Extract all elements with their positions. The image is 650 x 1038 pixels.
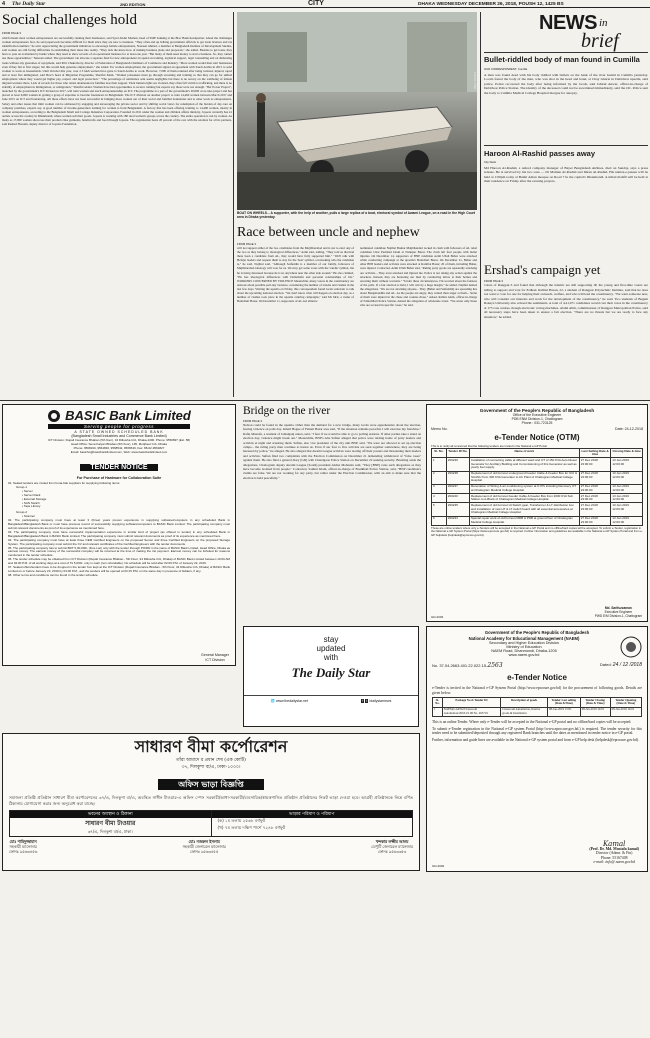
naem-title: e-Tender Notice	[507, 673, 567, 682]
gob-intro: This is to notify all concerned that the following tenders are invited in the National e-GP Portal.	[431, 444, 548, 448]
col-header: Sl. No.	[432, 449, 447, 458]
brief-title-brief: brief	[581, 30, 619, 52]
table-row: 6 260234 Special repair work of old burnout MDB & PDB at ground floor of Chattogram Medical College Hospital. 27 Dec 2018 23:00:00 13 Jan 2019 12:00:00	[432, 516, 643, 525]
list-item: • Tape Library	[22, 504, 41, 509]
globe-icon: 🌐	[270, 699, 276, 703]
bank-full-name: (Bangladesh Small Industries and Commerce Bank Limited)	[71, 434, 167, 438]
sb-body: সমাজনা প্রতিষ্ঠি প্রতিষ্ঠান সাধারণ বীমা কর্পোরেশনের ৩৭/এ, দিলকুশা বা/এ, অবস্থিত সাধীন টাওয়ার-এ অফিস স্পেস সরকারী/আধা-সরকারী/ব্যবসায়িক/স্বায়ত্তশাসিত প্রতিষ্ঠান প্রতিষ্ঠানের নিকট ভাড়া দেওয়া হবে। আগ্রহী প্রতিষ্ঠানকে নিম্নে বর্ণিত ঠিকানায় যোগাযোগ করার জন্য অনুরোধ করা যাচ্ছে।	[9, 795, 413, 806]
tender-notice-title: TENDER NOTICE	[80, 464, 157, 471]
table-row: 5 260235 Replacement of old burnout Ht Switch gear, Transformer & LT distribution box and installation of new HT & LT switch board with all essential accessories at Chattogram Medical College Hospital. 27 Dec 2018 23:00:00 13 Jan 2019 12:00:00	[432, 503, 643, 516]
bridge-body: Nelson could be found in the upazila. Other than the demand for a new bridge, many locals were apprehensive about the election, fearing violence on polls day. Ismail Hogue of Fulsuti Bazar area said, "If the situation remains peaceful, I will exercise my franchise." Rafiq Mustafa, a resident of Jamalganj union, said, "I fear if we would be able to go to polling stations. If other parties take a stand on election day, violence might break out." Meanwhile, BNP's Abu Sufian alleged that police were raiding home of party leaders and activists at night and arresting them. Sufian, also vice president of the city unit BNP, said, "We were not allowed to set up election camps... the ruling party men continue to harass us. Even if our four to five activists are seen together somewhere, they are being harassed by police," he alleged. He also alleged that Awami League activists were tearing off their posters and threatening their leaders and activists. Sufian filed two complaints with the Election Commission on December 21 demanding withdrawal of "false cases" against them. He also filed a general diary (GD) with Chandgaon Police Station on December 22 seeking security. Brushing aside the allegations, Chattogram deputy Awami League (South) president Abdus Mohtasin said, "They [BNP] raise such allegations as they have become isolated from people." Contacted, Saimul Islam, officer-in-charge of Boalkhali Police Station, said, "BNP candidate's claims are false. We are not working for any party, but rather under the Election Commission, with an aim to make sure that the election is held peacefully."	[243, 423, 421, 480]
signatory-dept: ICT Division	[205, 657, 225, 662]
gob-etender-otm	[426, 404, 648, 622]
naem-header1: Government of the People's Republic of Bangladesh	[484, 630, 590, 635]
brief-item2-headline: Haroon Al-Rashid passes away	[484, 148, 596, 158]
paper-name: The Daily Star	[12, 1, 46, 7]
col-header: Tender Last selling (Date &Time)	[548, 698, 581, 707]
race-byline: FROM PAGE 3	[237, 242, 256, 246]
bank-address2: Head Office: Sena Kalyan Bhaban (6th floor), 195, Motijheel C/A, Dhaka	[71, 442, 167, 446]
naem-memo-no: 2563	[487, 662, 503, 669]
stay-line3: with	[323, 653, 339, 662]
tender-item-02: 02. The participating company must have at least 3 (three) years proven experience in supplying software/computers in any scheduled Bank in Bangladesh/Bangladesh Bank or must have previous record of successfully supplying software/computers to BASIC Bank Limited. The participating company must submit relevant documents as proof of its experience as mentioned here.	[8, 518, 230, 530]
naem-memo: No. 37.04.2663.401.22.022.15-	[432, 663, 488, 668]
gob-tender-table	[431, 448, 643, 526]
tender-item-04: 04. The participating company must have at least three OEM Certified Engineers on the proposed Server and three Certified Engineers on the proposed Storage System. The participating company must submit the CV and relevant certificates of the Certified Engineers with the tender documents.	[8, 537, 230, 546]
naem-header4: Ministry of Education	[506, 645, 542, 649]
race-article	[237, 224, 477, 394]
sb-notice-title: অফিস ভাড়া বিজ্ঞপ্তি	[158, 779, 264, 790]
gob-sign-name: Md. Sarifuzzaman	[604, 606, 632, 610]
race-body-col1: will not support either of the two candidates from the Mujibbarabad and is not to elect any of the two as they belong to ideological differences," Azim said, adding, "They told us that had there been a candidate from AL, they would have fully supported him." "We'll talk with Hefajat leaders and request them to stay for the 'boat' symbol, overlooking who the candidate is," he said. Najibul said, "Although Saifuddin is a member of our family, followers of Mujibbarabad ideology will vote for us. We may get some votes with the 'candle' symbol, but he is being discussed because he is no anywhere near the other side around." He also claimed, "He has ideological differences with Deltashahi and personal relationships of his." WORKERS CONCERNED BY VIOLENCE Meanwhile, many voters in the constituency are anxious about possible poll-day violence, considering the number of attacks and clashes in the last few days. Visiting the upazila on Friday, this correspondent found locals reluctant to talk about the upcoming national election. "We don't know what will happen on election day, as a number of clashes took place in the upazila centring campaigns," said Mr Idris, a trader of Boinchuri Bazar. On December 11, supporters of AL-led alliance	[237, 246, 354, 304]
sb-building-addr: ৩৭/এ, দিলকুশা বা/এ, ঢাকা।	[87, 829, 133, 834]
sb-th-right: ভাড়ার পরিমাণ ও পরিমাপ	[212, 811, 413, 818]
tender-item-05: 05. The participating company has to submit BDT 5,00,000/- (Five Lac) only with the tender through PO/DD in the name of BASIC Bank Limited, Head Office, Dhaka as earnest money. The earnest money of the successful company will be returned at the time of making the 1st payment. Earnest money can be forfeited for reasons mentioned in the tender schedule.	[8, 545, 230, 558]
brief-item2-body: Md Haroon Al-Rashid, a retired company manager of Bayer Bangladesh Airlines, died on Sunday, says a press release. He is survived by his two sons — Dr Mamun Al-Rashid and Imran Al-Rashid. His namaz-e-janaza will be held at 1:00pm today at Baitul Aman mosque on Road 7 in the capital's Dhanmondi. A milad mahfil will be held at their residence on Friday after the evening prayers.	[484, 165, 648, 184]
gob-header1: Government of the People's Republic of Bangladesh	[479, 408, 595, 413]
col-header: Last Selling Date & time	[579, 449, 611, 458]
facebook-icon: f	[362, 699, 364, 703]
race-body-col2: nominated candidate Najibul Bashar Maijbhandari locked in clash with followers of AL rebel candidate Uttar Parishad Islam at Nanupur Bazar. The clash left four people with bullet injuries. On December 14, supporters of BNP candidate Azim Ullah Bahar were attacked while conducting campaign at the upazila's Boinchuri Bazar. On December 21, Bahar and other BNP leaders and activists were attacked at Katirhat Bazar; 20 of them, including Bahar, were injured. Contacted, Azim Ullah Bahar said, "Ruling party goons are repeatedly attacking our activists... They even attacked and injured me. Police is not taking any action against the attackers. Instead, they are harassing our men by conducting drives at their homes and arresting them without warrants." "Under these circumstances, I'm worried about the fairness of the polls. If a fair election is held, I will win by a huge margin," he added. Najibul denied the allegations. "We are not attacking anyone... They [Bahar and Saifuddin] are spreading lies about Bangabandhu and AL. As the people are angry, they vented their anger at them... Some of them were injured in the chase and counter-chase." Asked, Rabiul Alam, officer-in-charge of Fatikchhari Police Station, denied the allegation of wholesale arrest. "We arrest only those who are accused in specific cases," he said.	[360, 246, 477, 308]
brief-item1-headline: Bullet-riddled body of man found in Cumilla	[484, 55, 640, 64]
boat-on-wheels-photo	[237, 12, 477, 210]
naem-p3: Further, information and guide lines are available in the National e-GP system portal and from e-GP help desk (helpdesk@eprocure.gov.bd).	[432, 737, 639, 742]
sb-address: ৩৭, দিলকুশা বা/এ, ঢাকা-১০০০।	[181, 765, 241, 770]
ershad-headline: Ershad's campaign yet	[484, 262, 601, 277]
naem-logo-icon	[620, 636, 642, 658]
naem-p1: This is an online Tender. Where only e-Tender will be accepted in the National e-GP portal and no offline/hard copies will be accepted.	[432, 720, 632, 724]
naem-header2: National Academy for Educational Management (NAEM)	[468, 636, 580, 641]
table-row: 2 260238 Replacement of old burnout underground Feeder Cable & Feeder Box for ICU & SCANU from 300 KVA Generator to AC Plant of Chattogram Medical College Hospital. 27 Dec 2018 23:00:00 13 Jan 2019 12:00:00	[432, 471, 643, 484]
twitter-icon: t	[366, 699, 368, 703]
bank-phones: Phone: 9568190, 9564830, 9568542, 9566549, Fax: 88-02-9564827	[73, 446, 165, 450]
tender-item-06: 06. The tender schedule may be obtained from ICT Division (Rupali Insurance Bhaban - 5th Floor, 34 Dilkusha C/A, Dhaka) of BASIC Bank Limited between 10:00 AM and 02:00 P.M. of all working days at a cost of Tk 5,000/- only in cash (non refundable). No schedule will be sold after 02:00 P.M. of January 22, 2019.	[8, 557, 230, 566]
stay-line1: stay	[323, 635, 339, 644]
ershad-body: voters of Rangpur-3 and found that although the Islamic are still supporting JP, the young and first-time voters are telling to support and vote for Erdhad. Rabbul Hasan, 22, a student of Rangpur Polytechnic Institute, said that he does not want to vote for one for helping their outreach, welfare, and who will lead the constituency. "We want someone new, who will consider our interests and work for the development of the constituency," he said. Two students of Begum Rokeya University also echoed the sentiments. A total of 4,41,071 candidates would cast their votes in the constituency at 173 vote centres, though electronic voting machines. Abdul Alim, commissioner of Rangpur Metropolitan Police, said all necessary steps have been taken to ensure a fair election. "There are no threats but we are ready to face any situation," he added.	[484, 283, 648, 319]
bank-name: BASIC Bank Limited	[65, 408, 191, 423]
tender-item-03: 03. The participating company must have successful implementation experience in similar kind of project (as offered in tender) in any scheduled Bank in Bangladesh/Bangladesh Bank in BASIC Bank Limited. The participating company must submit relevant documents as proof of its experience as mentioned here.	[8, 529, 230, 538]
naem-p2: To submit e-Tender registration in the National e-GP system Portal (http://www.eprocure.gov.bd.) is required. The tender security for this tender need to be submitted/deposited through any registered Bank branches until the dates as mentioned in tender notice in e-GP portal.	[432, 726, 642, 736]
sb-building: সাধারণ বীমা টাওয়ার	[85, 820, 136, 827]
edition: 2ND EDITION	[120, 2, 146, 7]
tender-notice-sub: For Purchase of Hardware for Collaboration Suite	[76, 476, 162, 480]
table-row: 4 260240 Replacement of old burnout Feeder Cable & Feeder Box from 2000 KVA Sub Station to A-Block of Chattogram Medical College Hospital. 27 Dec 2018 23:00:00 13 Jan 2019 12:00:00	[432, 494, 643, 503]
bank-subtagline: A STATE OWNED SCHEDULED BANK	[74, 430, 164, 434]
sb-th-left: ভবনের অবস্থান ও ঠিকানা	[10, 811, 211, 818]
column-divider	[480, 12, 481, 397]
photo-caption: BOAT ON WHEELS... A supporter, with the help of another, pulls a large replica of a boat, electoral symbol of Awami League, on a road in the High Court area in Dhaka yesterday.	[237, 211, 476, 220]
gob-gd: GD-2003	[431, 615, 444, 619]
naem-sign-phone: Phone: 55167408	[600, 855, 628, 860]
naem-sign-title: Director (Admn. & Fin)	[595, 851, 633, 856]
bank-address1: ICT Division: Rupali Insurance Bhaban (5th floor), 34 Dilkusha C/A, Dhaka-1000. Phone: 9550897 (Ext. 58)	[47, 438, 191, 442]
naem-etender	[426, 626, 648, 872]
brief-title-news: NEWS	[539, 12, 597, 34]
sb-contact: খন্দকার লক্ষ্মীর আলম ডেপুটি জেনারেল ম্যানেজার ফোনঃ ৯৫৬৩৩৫৩	[371, 839, 413, 854]
col-header: Tender Closing (Date & Time)	[580, 698, 610, 707]
table-header-row	[433, 698, 642, 707]
bridge-article	[243, 404, 421, 619]
sb-title: সাধারণ বীমা কর্পোরেশন	[134, 737, 288, 756]
news-in-brief	[484, 12, 648, 234]
ershad-byline: FROM PAGE 3	[484, 279, 503, 283]
gob-sign-office: PWD E/M Division-1, Chattogram	[594, 614, 642, 618]
bridge-byline: FROM PAGE 3	[243, 419, 262, 423]
race-headline: Race between uncle and nephew	[237, 225, 420, 240]
naem-header6: www.naem.gov.bd	[508, 653, 540, 657]
signatory-title: General Manager	[201, 653, 229, 658]
column-divider	[233, 12, 234, 397]
social-headline: Social challenges hold	[2, 12, 137, 28]
sb-floor-1: (ক) ১ম তলায় ২৫৬৮ বর্গফুট	[217, 818, 266, 823]
masthead	[0, 0, 650, 8]
page-number: 4	[2, 1, 6, 7]
col-header: Description of goods	[501, 698, 548, 707]
brief-item1-body: A man was found dead with his body riddled with bullets on the bank of the river Gumti in Cumilla yesterday. Locals found the body of the man, who was shot in the head and hand, at Chay Gharia in Debidwar upazila, said police. Police recovered the body after being informed by the locals, said Jahirul Anwar, officer-in-charge of Debidwar Police Station. The identity of the deceased could not be ascertained immediately, said the OC. Police sent the body to Cumilla Medical College Hospital morgue for autopsy.	[484, 72, 648, 95]
section-name: CITY	[308, 0, 324, 7]
naem-header5: NAEM Road, Dhanmondi, Dhaka-1205	[491, 649, 557, 653]
bridge-headline: Bridge on the river	[243, 405, 331, 417]
table-row: 1 NAEM/e-GP/02/Classroom Automation/2018-19 ID No. 265719 Classroom Automation, Interior goods & Installation 08-Jan-2019 15:01 08-Jan-2019 14:01 08-Jan-2019 14:01	[433, 707, 642, 716]
naem-gd: GD-2992	[432, 864, 445, 868]
gob-memo: Memo No.	[431, 427, 448, 431]
naem-sign-name: (Prof. Dr. Md. Mustafa kamal)	[589, 846, 639, 851]
naem-intro: e-Tender is invited in the National e-GP System Portal (http://www.eprocure.gov.bd) for the procurement of following goods. Details are given below:	[432, 686, 642, 695]
sb-contact: মোঃ নজরুল ইসলাম সহকারী জেনারেল ম্যানেজার ফোনঃ ৯৫৬৩৪৫৫	[182, 839, 226, 854]
table-row: 1 260236 Installation of connecting cable at different ward and OT of 150 KVA Auto Diesel Generator for Ancillary Building and Commissioning of this Generator as well as yearly fuel supply. 27 Dec 2018 23:00:00 13 Jan 2019 12:00:00	[432, 458, 643, 471]
gob-footer: These are online tenders where only e-Tenders will be accepted in the National e-GP Portal and no offline/hard copies will be accepted. To submit e-Tender, registration in the National e-GP System Portal (https://www.eprocure.gov.bd) is required. Further information and guidelines are available in the National e-GP System Portal and from e-GP helpdesk (helpdesk@eprocure.gov.bd).	[431, 525, 643, 537]
sb-subtitle: তাঁরা আমাদে র প্রধান শেষ (এক কোটি)	[176, 758, 246, 763]
sb-table	[9, 810, 413, 837]
sadharan-bima-ad	[2, 733, 420, 871]
tender-item-07: 07. Sealed offers/tenders have to be dropped in the tender box kept at the ICT Division (Rupali Insurance Bhaban - 5th Floor, 34 Dilkusha C/A, Dhaka) of BASIC Bank Limited on or before January 23, 2019 by 03:00 P.M., and the tenders will be opened at 03:15 P.M. on the same day in presence of bidders, if any.	[8, 565, 230, 573]
brief-item1-byline: OUR CORRESPONDENT, Cumilla	[484, 66, 528, 71]
table-header-row	[432, 449, 643, 458]
ershad-article	[484, 262, 648, 395]
bank-tagline: Serving people for progress	[48, 424, 190, 429]
col-header: Closing Date & time	[611, 449, 643, 458]
brief-item2-byline: City Desk	[484, 159, 496, 164]
tender-item-01: 01. Sealed tenders are invited from bona-fide suppliers for supplying following items:	[8, 481, 121, 485]
photo-credit: PHOTO: STAR	[473, 72, 476, 90]
gob-sign-title: Executive Engineer	[604, 610, 633, 614]
stay-line2: updated	[316, 644, 346, 653]
naem-date: 24 / 12 /2018	[612, 662, 642, 668]
brief-title-in: in	[599, 17, 608, 29]
dateline: DHAKA WEDNESDAY DECEMBER 26, 2018, POUSH 12, 1425 BS	[418, 1, 564, 7]
news-photo	[237, 12, 477, 210]
group1-label: Group-1	[16, 484, 28, 489]
naem-sign-email: e-mail: info@.naem.gov.bd	[593, 860, 635, 865]
sb-floor-7: (খ) ৭ম তলায় দক্ষিণ পার্শে ৭২৪৮ বর্গফুট	[217, 825, 286, 830]
gob-date: Date: 24-12-2018	[615, 427, 643, 431]
col-header: Tender ID No.	[446, 449, 469, 458]
gob-header4: Phone : 031-723125	[521, 421, 553, 425]
list-item: • SAN Switch	[22, 500, 40, 505]
gob-title: e-Tender Notice (OTM)	[494, 433, 580, 442]
social-byline: FROM PAGE 3	[2, 31, 21, 35]
naem-tender-table	[432, 697, 642, 717]
list-item: • Server	[22, 488, 33, 493]
col-header: Package No & Tender ID	[442, 698, 500, 707]
bank-email: Email: basicho@basicbanklimited.com, Web: www.basicbanklimited.com	[70, 450, 168, 454]
naem-header3: Secondary and Higher Education Division	[488, 641, 560, 645]
col-header: Name of work	[469, 449, 579, 458]
gob-header3: PDB ENM Division-1, Chattogram	[511, 417, 563, 421]
naem-signature: Kamal	[602, 840, 626, 849]
list-item: • External Storage	[22, 496, 47, 501]
list-item: • Server Rack	[22, 492, 41, 497]
naem-date-label: Dated:	[599, 662, 612, 667]
tender-item-08: 08. Other terms and conditions can be found in the tender schedule.	[8, 572, 99, 577]
table-row: 3 260237 Renovation of Wiring & air conditioning system at 6 OTs including Recovery OT at Chattogram Medical College Hospital. 27 Dec 2018 23:00:00 13 Jan 2019 12:00:00	[432, 484, 643, 493]
gob-header2: Office of the Executive Engineer	[512, 413, 562, 417]
fold-rule	[0, 400, 650, 401]
basic-bank-tender	[2, 404, 236, 666]
col-header: Tender Opening (Date & Time)	[610, 698, 641, 707]
basic-bank-logo-icon	[47, 409, 61, 423]
stay-social[interactable]: f t /dailystarnews	[362, 699, 392, 703]
social-article	[2, 12, 232, 386]
stay-updated-ad	[243, 626, 419, 727]
stay-paper-logo: The Daily Star	[291, 665, 371, 680]
group2-label: Group-2	[16, 510, 28, 515]
social-body: which means most women entrepreneurs are successfully running their businesses, said Syed Abdul Momen, head of SME banking at the Brac Bank headquarter. About the challenges women entrepreneurs face, he said paperwork becomes difficult for them since they are new to business. "They often end up bribing government officials to get trade licences and tax identification number," he said. Appreciating the government initiatives to encourage female entrepreneurs, Nasreen Ahmed, a member at Bangladesh Institute of Development Studies, said women are still facing difficulties in establishing their ideas into reality. "They lack the know-how of making business plans and proposals," she added. Besides to get loans, they have to pass an evaluation by banks where they need to show records of an operational business for at least one year. "But many of them need money to start a business. So, they cannot use those opportunities," Nasreen added. The government can allocate a separate fund for new entrepreneurs in spend on training, logistical support, legal counselling and on disbursing loans without any guarantee of repayment, said Priti Chakraborty, director of Federation of Bangladesh Chambers of Commerce and Industry. "More women would then start businesses even if they fail at first stages; but this would help generate employment," she added. For women employment, the government signed an agreement with Saudi Arabia in 2015 to send women to work as housemaids. Until October this year, over 2.5 lakh women have gone to Saudi Arabia to work. However, 7,000 of them returned after being tortured, injured, raped and at least five immigrated, said Brac's head of Migration Programme, Shariful Islam. "Women jobseekers must go through screening and training so that they can go for skilled employment where they would get higher pay, respect and legal protection." "The percentage of remittance sent seems negligible but there is no survey on the wellbeing of female migrant workers there. Lack of records for those who return unannounced, families lose their support. Their human rights are violated, they often fall victim to trafficking, and there is no stability of employment in immigration, or remigration," Shariful added. Women have had opportunities to receive training but experts say those were not enough. "Her Power Project", launched by the government's ICT division in 2017, will train women and teach entrepreneurship on ICT. The programme is a part of the government's 20,000 crore taka project and has placed at least 6,000 women in getting a grasp of expertise to become freelancers in Bangladesh. The ICT division on another project to train 14,460 women between March 2017 and June 2015 on ICT and freelancing. All these efforts have not been successful in bringing more women out of their social and familial boundaries and to enter work as entrepreneurs. Salary and other issues that limit women can be addressed by engaging and encouraging the private sector and by shifting social views for redemption of the burden of day-care on company premises, experts say. A good number of income-generation training for women is from Bangladesh. A factory that has been offering training to 14,400 women, mostly in women entrepreneurs, according to the Bangladesh Small and Cottage Industries Corporation. Founded in 2011 under the women and children affairs ministry, Joyeeta currently has 41 outlets across the country in Dhanmondi, where women sell their goods. Joyeeta is working with 180 rural women's groups across the country. The entire operation is run by women. As many as 17,000 women showcase their products like garments, handicrafts and food through Joyeeta. The organisation bears 20 percent of the cost with the retailers for all its partners, said Rashed Hossain, deputy director of Joyeeta Foundation.	[2, 36, 232, 126]
sb-contact: মোঃ শাহিদুজ্জামান সহকারী ম্যানেজার ফোনঃ ৯৫৬৩৪৫৬	[9, 839, 38, 854]
col-header: Sl. No.	[433, 698, 443, 707]
group1-list	[22, 490, 230, 510]
list-item: • Scanner	[22, 514, 36, 519]
stay-website[interactable]: 🌐 www.thedailystar.net	[270, 699, 308, 703]
